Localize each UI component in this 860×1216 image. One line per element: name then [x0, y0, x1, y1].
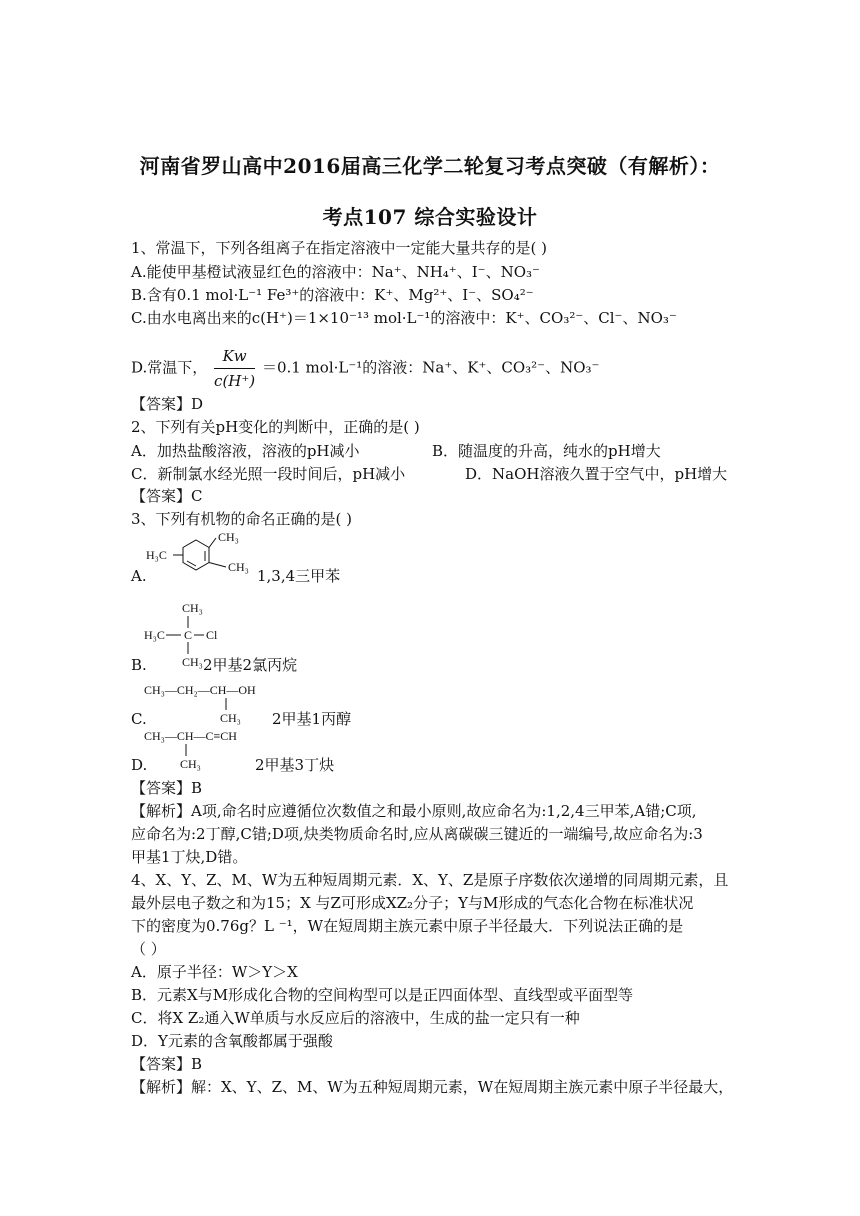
h3c-b-left: H₃C — [144, 628, 165, 642]
q2-option-d: D．NaOH溶液久置于空气中，pH增大 — [465, 465, 728, 483]
q3-answer: 【答案】B — [131, 779, 203, 797]
q4-option-d: D．Y元素的含氧酸都属于强酸 — [131, 1032, 333, 1050]
ch3-label-top: CH₃ — [218, 530, 239, 544]
q1-stem: 1、常温下，下列各组离子在指定溶液中一定能大量共存的是( ) — [131, 239, 548, 257]
q1-option-a: A.能使甲基橙试液显红色的溶液中：Na⁺、NH₄⁺、I⁻、NO₃⁻ — [131, 263, 540, 281]
q4-explanation-1: 【解析】解：X、Y、Z、M、W为五种短周期元素，W在短周期主族元素中原子半径最大， — [131, 1078, 734, 1096]
q4-answer: 【答案】B — [131, 1055, 203, 1073]
doc-title-line1: 河南省罗山高中2016届高三化学二轮复习考点突破（有解析）： — [139, 154, 721, 178]
q2-stem: 2、下列有关pH变化的判断中，正确的是( ) — [131, 418, 420, 436]
q1-answer: 【答案】D — [131, 395, 204, 413]
q4-stem-2: 最外层电子数之和为15；X 与Z可形成XZ₂分子；Y与M形成的气态化合物在标准状况 — [131, 894, 694, 912]
doc-title-line2: 考点107 综合实验设计 — [322, 205, 538, 229]
q3-explanation-3: 甲基1丁炔,D错。 — [131, 848, 248, 866]
c-chain-text: CH₃—CH₂—CH—OH — [144, 683, 256, 697]
q3-option-c-name: 2甲基1丙醇 — [272, 710, 352, 728]
q3-explanation-2: 应命名为:2丁醇,C错;D项,炔类物质命名时,应从离碳碳三键近的一端编号,故应命名为:3 — [131, 825, 703, 843]
q3-stem: 3、下列有机物的命名正确的是( ) — [131, 510, 353, 528]
ch3-b-bottom: CH₃ — [182, 655, 203, 669]
d-chain-text: CH₃—CH—C≡CH — [144, 729, 237, 743]
q3-option-c-label: C. — [131, 710, 147, 728]
q2-option-b: B．随温度的升高，纯水的pH增大 — [432, 442, 661, 460]
q3-option-d-label: D. — [131, 756, 148, 774]
h3c-label: H₃C — [146, 548, 167, 562]
q3-option-b-name: 2甲基2氯丙烷 — [203, 656, 298, 674]
q3-option-a-name: 1,3,4三甲苯 — [257, 567, 341, 585]
q3-explanation-1: 【解析】A项,命名时应遵循位次数值之和最小原则,故应命名为:1,2,4三甲苯,A错;C项, — [131, 802, 697, 820]
trimethylbenzene-structure — [146, 530, 261, 585]
cl-label: Cl — [206, 628, 218, 642]
q2-option-c: C．新制氯水经光照一段时间后，pH减小 — [131, 465, 406, 483]
q4-stem-3: 下的密度为0.76g？L ⁻¹，W在短周期主族元素中原子半径最大．下列说法正确的是 — [131, 917, 684, 935]
ch3-b-top: CH₃ — [182, 601, 203, 615]
q1-option-d — [131, 346, 599, 391]
ch3-c-bottom: CH₃ — [220, 711, 241, 725]
kw-fraction — [214, 346, 255, 391]
q4-option-a: A．原子半径：W＞Y＞X — [131, 963, 298, 981]
q2-option-a: A．加热盐酸溶液，溶液的pH减小 — [131, 442, 360, 460]
fraction-numerator: Kw — [214, 346, 255, 369]
fraction-denominator: c(H⁺) — [214, 372, 256, 390]
q4-option-b: B．元素X与M形成化合物的空间构型可以是正四面体型、直线型或平面型等 — [131, 986, 634, 1004]
q1-d-prefix: D.常温下， — [131, 358, 208, 377]
q1-option-b: B.含有0.1 mol·L⁻¹ Fe³⁺的溶液中：K⁺、Mg²⁺、I⁻、SO₄²⁻ — [131, 286, 534, 304]
butanol-structure — [144, 680, 284, 726]
q1-d-suffix: ＝0.1 mol·L⁻¹的溶液：Na⁺、K⁺、CO₃²⁻、NO₃⁻ — [261, 358, 600, 377]
q2-answer: 【答案】C — [131, 487, 203, 505]
carbon-b: C — [184, 628, 193, 642]
q3-option-b-label: B. — [131, 656, 147, 674]
q4-stem-1: 4、X、Y、Z、M、W为五种短周期元素．X、Y、Z是原子序数依次递增的同周期元素，且 — [131, 871, 729, 889]
q3-option-a-label: A. — [131, 567, 147, 585]
q3-option-d-name: 2甲基3丁炔 — [255, 756, 335, 774]
ch3-label-right: CH₃ — [228, 560, 249, 574]
q4-stem-4: （ ） — [131, 940, 166, 958]
q1-option-c: C.由水电离出来的c(H⁺)＝1×10⁻¹³ mol·L⁻¹的溶液中：K⁺、CO₃²⁻、Cl⁻、NO₃⁻ — [131, 309, 677, 327]
q4-option-c: C．将X Z₂通入W单质与水反应后的溶液中，生成的盐一定只有一种 — [131, 1009, 580, 1027]
ch3-d-bottom: CH₃ — [180, 757, 201, 771]
